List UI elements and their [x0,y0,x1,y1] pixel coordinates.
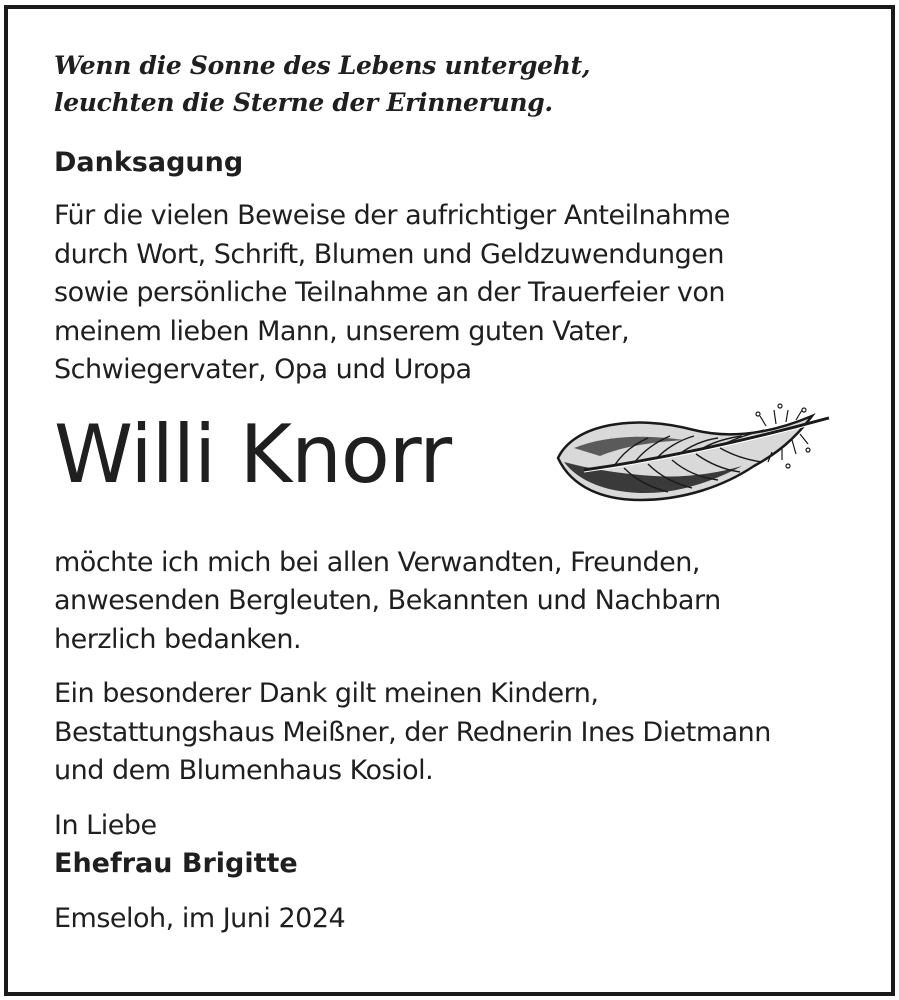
intro-line: durch Wort, Schrift, Blumen und Geldzuwendungen [54,238,724,270]
thanks-line: anwesenden Bergleuten, Bekannten und Nachbarn [54,585,721,616]
heading-danksagung: Danksagung [54,147,244,178]
name-row [54,396,854,536]
intro-paragraph [54,197,854,390]
special-thanks-line: und dem Blumenhaus Kosiol. [54,755,434,786]
intro-line: sowie persönliche Teilnahme an der Trauerfeier von [54,277,726,308]
thanks-paragraph [54,544,854,660]
notice-frame [4,5,895,996]
thanks-line: herzlich bedanken. [54,623,302,655]
special-thanks-line: Ein besonderer Dank gilt meinen Kindern, [54,678,599,709]
signer-name: Ehefrau Brigitte [54,848,298,879]
deceased-name: Willi Knorr [54,407,452,501]
closing-phrase: In Liebe [54,809,157,841]
intro-line: Für die vielen Beweise der aufrichtiger Anteilnahme [54,200,730,231]
motto-line-1: Wenn die Sonne des Lebens untergeht, [54,51,591,80]
special-thanks-line: Bestattungshaus Meißner, der Rednerin Ines Dietmann [54,716,771,748]
notice-content [54,47,854,938]
motto [54,47,854,121]
intro-line: Schwiegervater, Opa und Uropa [54,354,472,385]
special-thanks-paragraph [54,675,854,791]
thanks-line: möchte ich mich bei allen Verwandten, Freunden, [54,546,700,578]
motto-line-2: leuchten die Sterne der Erinnerung. [54,88,553,117]
place-date: Emseloh, im Juni 2024 [54,902,346,934]
intro-line: meinem lieben Mann, unserem guten Vater, [54,315,630,347]
feather-icon [544,396,834,526]
